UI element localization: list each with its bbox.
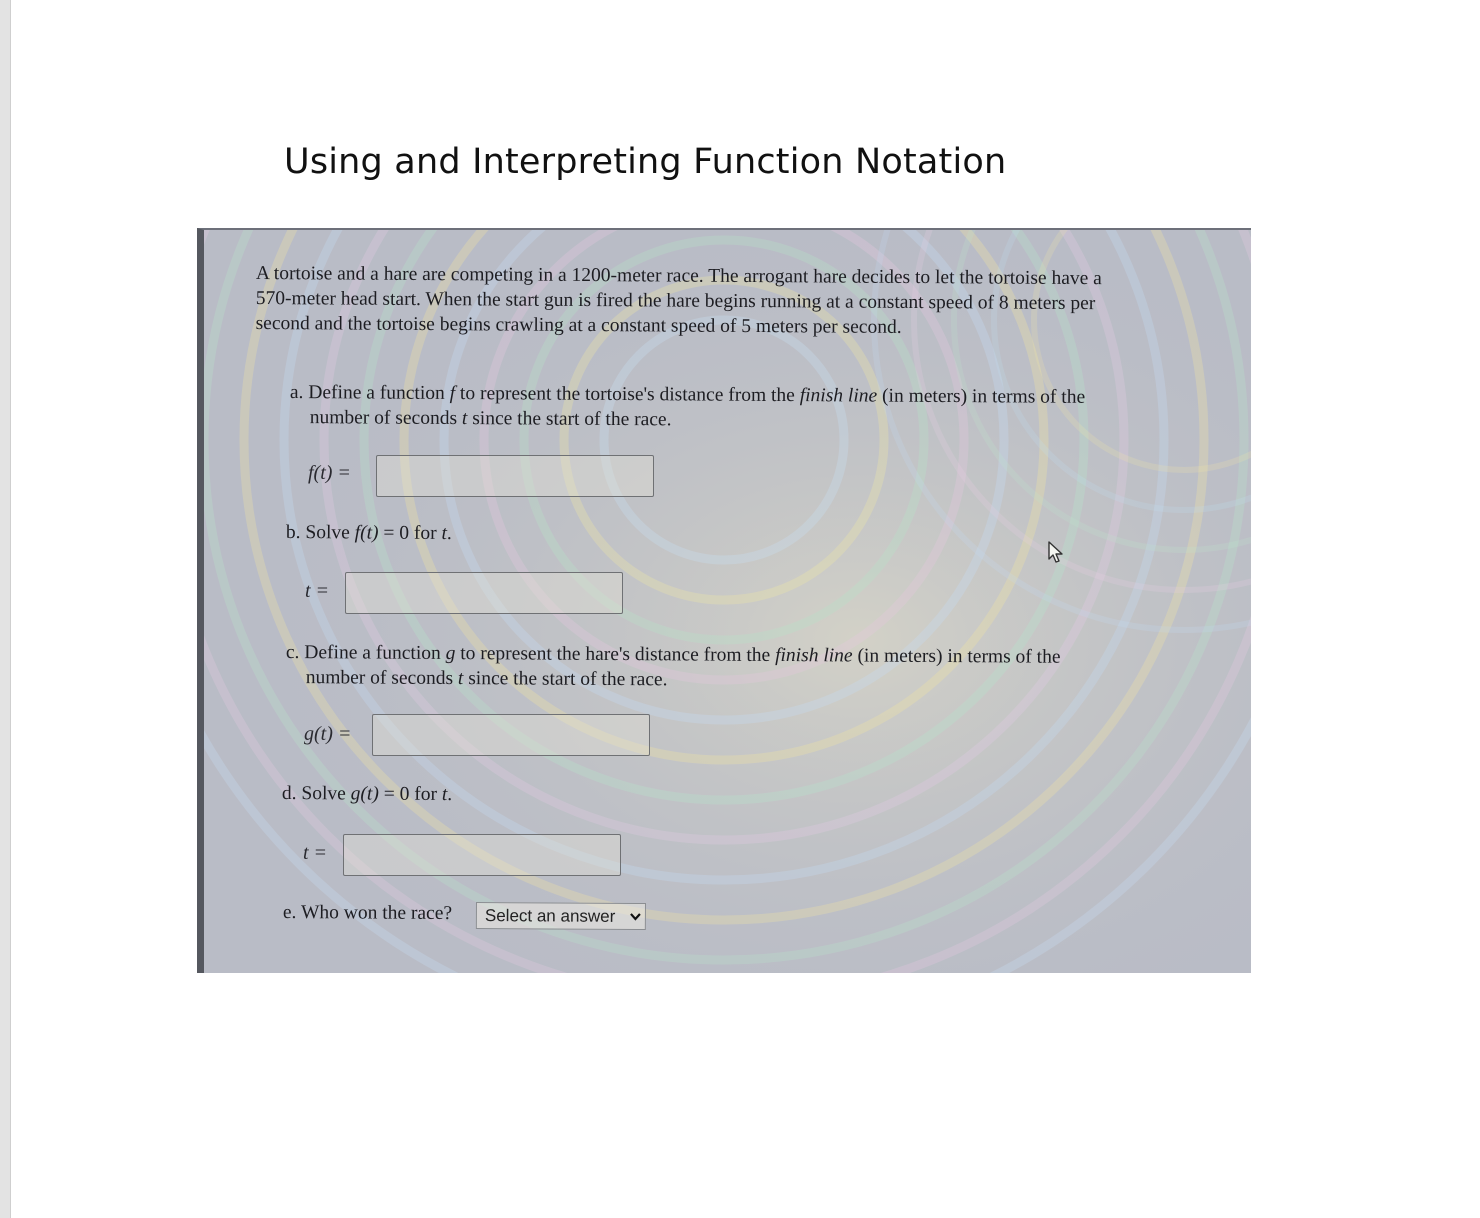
screen-photo [197, 228, 1251, 973]
emphasis-text: finish line [799, 385, 878, 407]
pointer-cursor-icon [1046, 540, 1068, 564]
winner-select[interactable] [476, 902, 646, 930]
answer-label-t-d: t = [303, 842, 328, 864]
variable-symbol: t [461, 408, 468, 430]
emphasis-text: finish line [775, 644, 853, 667]
function-symbol: g [445, 642, 456, 665]
variable-symbol: t [457, 668, 464, 690]
problem-line: second and the tortoise begins crawling at a constant speed of 5 meters per second. [255, 312, 902, 338]
question-text: number of seconds [305, 667, 459, 690]
expression: g(t) [350, 783, 379, 805]
question-text: since the start of the race. [463, 668, 668, 691]
question-text: = 0 for [378, 522, 442, 544]
question-letter: a. [289, 381, 304, 404]
function-symbol: f [449, 382, 456, 405]
question-text: Define a function [308, 382, 450, 404]
question-letter: b. [285, 522, 301, 544]
question-letter: d. [281, 782, 297, 805]
question-text: Define a function [304, 642, 446, 664]
answer-input-t-d[interactable] [343, 834, 621, 876]
question-e [283, 900, 452, 926]
answer-label-t-b: t = [305, 580, 330, 602]
question-d [282, 781, 452, 807]
question-text: to represent the tortoise's distance from the [455, 383, 800, 407]
question-text: to represent the hare's distance from the [455, 643, 776, 666]
question-text: since the start of the race. [467, 408, 672, 431]
answer-label-f: f(t) = [308, 462, 351, 484]
question-a [290, 380, 1220, 436]
problem-line: A tortoise and a hare are competing in a 1200-meter race. The arrogant hare decides to let the tortoise have a [255, 262, 1102, 290]
select-value: Select an answer [484, 906, 616, 926]
problem-statement [256, 261, 1231, 342]
question-text: (in meters) in terms of the [877, 385, 1086, 408]
question-text: = 0 for [378, 783, 442, 805]
page-title: Using and Interpreting Function Notation [284, 142, 1007, 182]
question-c [286, 640, 1216, 696]
problem-line: 570-meter head start. When the start gun is fired the hare begins running at a constant speed of 8 meters per [255, 287, 1096, 315]
question-text: (in meters) in terms of the [852, 645, 1061, 668]
question-text: . [447, 784, 453, 806]
answer-input-g[interactable] [372, 714, 650, 756]
answer-label-g: g(t) = [304, 723, 352, 745]
chevron-down-icon [630, 904, 641, 937]
question-text: Solve [301, 783, 351, 805]
question-text: Solve [305, 522, 355, 544]
document-left-margin [0, 0, 11, 1218]
question-text: Who won the race? [300, 902, 453, 925]
question-text: . [446, 522, 452, 545]
answer-input-t-b[interactable] [345, 572, 623, 614]
question-b [286, 520, 452, 546]
question-text: number of seconds [309, 407, 463, 430]
question-letter: e. [282, 901, 297, 924]
answer-input-f[interactable] [376, 455, 654, 497]
question-letter: c. [285, 642, 300, 664]
variable-symbol: t [441, 522, 448, 544]
variable-symbol: t [441, 783, 448, 806]
expression: f(t) [354, 522, 379, 544]
